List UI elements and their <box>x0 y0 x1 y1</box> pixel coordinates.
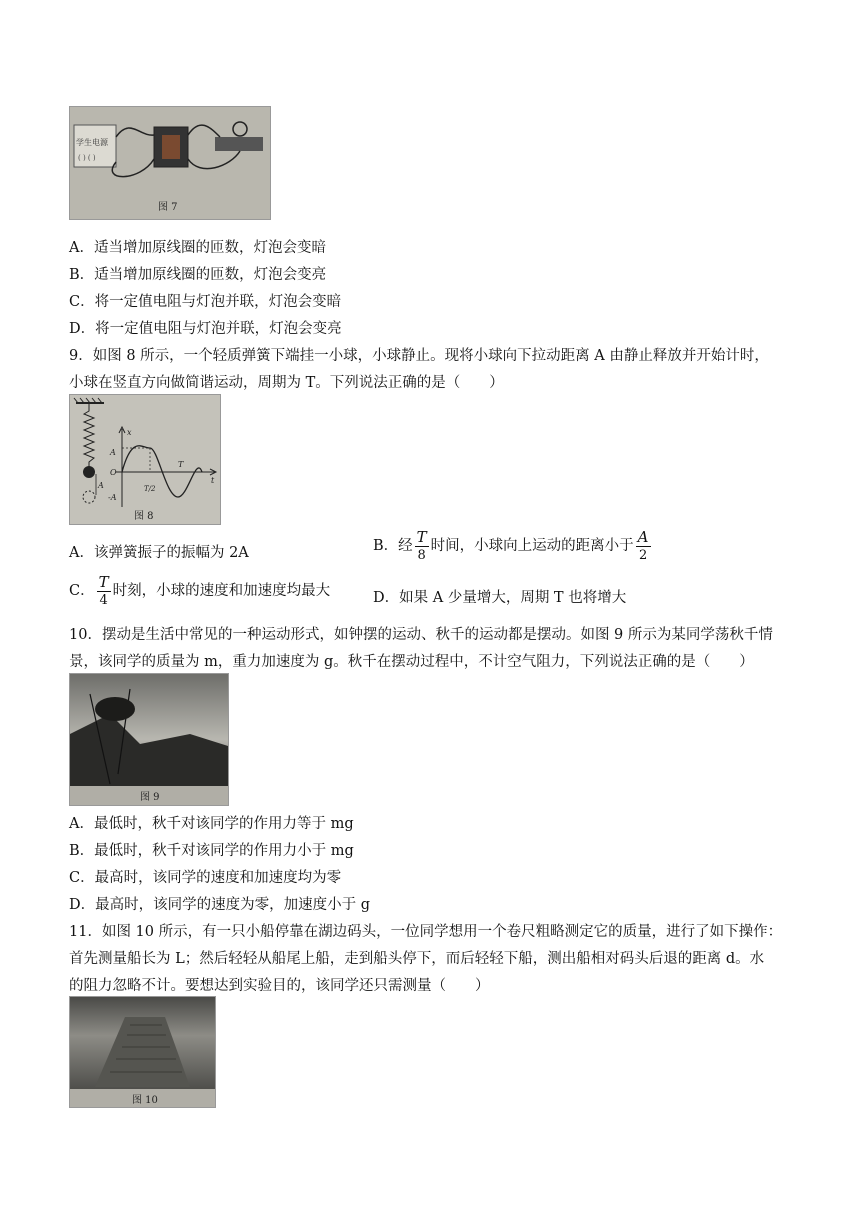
q9-option-d: D．如果 A 少量增大，周期 T 也将增大 <box>373 590 627 606</box>
figure-8 <box>69 394 221 525</box>
q9-option-b-middle: 时间，小球向上运动的距离小于 <box>430 538 634 554</box>
q9-option-b-prefix: B．经 <box>373 538 413 554</box>
figure-7-caption: 图 7 <box>158 202 178 213</box>
q9-stem-line2: 小球在竖直方向做简谐运动，周期为 T。下列说法正确的是（ ） <box>69 375 504 391</box>
q9-option-c <box>69 575 330 607</box>
graph-t-axis-label: t <box>211 476 215 485</box>
q10-option-b: B．最低时，秋千对该同学的作用力小于 mg <box>69 843 354 859</box>
figure-9-caption: 图 9 <box>140 792 160 803</box>
q9-option-c-suffix: 时刻，小球的速度和加速度均最大 <box>112 583 331 599</box>
q10-stem-line2: 景，该同学的质量为 m，重力加速度为 g。秋千在摆动过程中，不计空气阻力，下列说法正确的是（ ） <box>69 654 754 670</box>
graph-t-label: T <box>178 460 184 469</box>
q9-option-b-fraction-2 <box>636 530 651 562</box>
figure-9 <box>69 673 229 806</box>
q8-option-d: D．将一定值电阻与灯泡并联，灯泡会变亮 <box>69 321 342 337</box>
graph-x-axis-label: x <box>127 428 132 437</box>
q10-option-d: D．最高时，该同学的速度为零，加速度小于 g <box>69 897 371 913</box>
q9-option-b-fraction <box>415 530 429 562</box>
q9-option-b-frac2-num: A <box>637 528 649 546</box>
graph-origin-label: O <box>110 468 117 477</box>
q9-option-b-frac-den: 8 <box>417 548 426 563</box>
q9-option-c-frac-den: 4 <box>99 593 108 608</box>
q11-stem-line2: 首先测量船长为 L；然后轻轻从船尾上船，走到船头停下，而后轻轻下船，测出船相对码头后退的距离 d。水 <box>69 951 765 967</box>
q9-option-a: A．该弹簧振子的振幅为 2A <box>69 545 249 561</box>
figure-10-caption: 图 10 <box>132 1095 158 1106</box>
q8-option-c: C．将一定值电阻与灯泡并联，灯泡会变暗 <box>69 294 342 310</box>
q9-option-b-frac2-den: 2 <box>638 548 648 563</box>
graph-neg-a-label: -A <box>108 493 117 502</box>
figure-7 <box>69 106 271 220</box>
q10-option-c: C．最高时，该同学的速度和加速度均为零 <box>69 870 342 886</box>
graph-t-half-label: T/2 <box>144 485 156 493</box>
q11-stem-line3: 的阻力忽略不计。要想达到实验目的，该同学还只需测量（ ） <box>69 978 490 994</box>
svg-text:( ) ( ): ( ) ( ) <box>78 154 96 162</box>
power-supply-label: 学生电源 <box>76 138 108 147</box>
figure-10 <box>69 996 216 1108</box>
q10-option-a: A．最低时，秋千对该同学的作用力等于 mg <box>69 816 354 832</box>
q8-option-b: B．适当增加原线圈的匝数，灯泡会变亮 <box>69 267 327 283</box>
q9-stem-line1: 9．如图 8 所示，一个轻质弹簧下端挂一小球，小球静止。现将小球向下拉动距离 A 由静止释放并开始计时， <box>69 348 769 364</box>
q9-option-b-frac-num: T <box>416 528 427 546</box>
graph-a-label: A <box>110 448 116 457</box>
q9-option-c-fraction <box>97 575 111 607</box>
q9-option-b <box>373 530 653 562</box>
q10-stem-line1: 10．摆动是生活中常见的一种运动形式，如钟摆的运动、秋千的运动都是摆动。如图 9 所示为某同学荡秋千情 <box>69 627 773 643</box>
figure-8-caption: 图 8 <box>134 511 154 522</box>
q9-option-c-frac-num: T <box>98 573 109 591</box>
q8-option-a: A．适当增加原线圈的匝数，灯泡会变暗 <box>69 240 326 256</box>
q11-stem-line1: 11．如图 10 所示，有一只小船停靠在湖边码头，一位同学想用一个卷尺粗略测定它的质量，进行了如下操作： <box>69 924 783 940</box>
spring-amplitude-label: A <box>98 481 104 490</box>
q9-option-c-prefix: C． <box>69 583 95 599</box>
